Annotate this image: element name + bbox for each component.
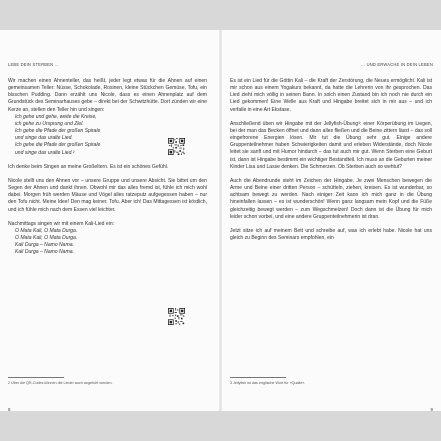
page-number: 8 [8, 407, 11, 412]
song-line: Ich gehe die Pfade der großen Spirale [15, 128, 101, 135]
song-line: O Mata Kali, O Mata Durga. [15, 227, 78, 234]
song-line: Ich gehe die Pfade der großen Spirale [15, 142, 101, 149]
left-page [0, 30, 219, 411]
right-page [222, 30, 441, 411]
paragraph: Nicole stellt uns den Ahnen vor – unsere Gruppe und unsere Absicht. Sie bittet um den Segen der Ahnen und dankt ihnen. Obwohl mir das alles fremd ist, fühle ich mich wohl dabei. Morgen früh werden Mäuse und Vögel alles ratzeputz aufgegessen haben – nur den Tofu nicht. Meine Idee! Den mag keiner. Tofu. Aber ich! Das Mittagessen ist köstlich, und ich fühle mich nach dem Essen viel leichter. [8, 177, 207, 213]
qr-code-icon[interactable] [168, 308, 185, 325]
footnote-divider [8, 377, 64, 378]
paragraph: Auch die Abendrunde steht im Zeichen der Hingabe. Je zwei Menschen bewegen die Arme und Beine einer dritten Person – schütteln, ziehen, kreisen. Es ist wunderbar, so achtsam bewegt zu werden. Nach einiger Zeit kann ich mich ganz in die Übung hineinfallen lassen – es ist wunderschön! Wenn ganz langsam mein Kopf und die Füße gleichzeitig bewegt werden – zum Wegschmelzen! Doch dann ist die Übung für mich leider schon vorbei, und eine andere Gruppenteilnehmerin ist dran. [230, 177, 432, 220]
song-line: ich gehe zu Ursprung und Ziel. [15, 120, 84, 127]
song-line: Kali Durga – Namo Nama. [15, 249, 74, 256]
footnote: 2 Über die QR-Codes können die Lieder auch angehört werden. [8, 381, 113, 385]
left-text-block [8, 78, 207, 256]
paragraph: Nachmittags singen wir mit einem Kali-Lied ein: [8, 220, 115, 227]
running-head-right: … UND ERWACHE IN DEIN LEBEN [360, 62, 433, 67]
paragraph: Ich denke beim Singen an meine Großeltern. Es ist ein schönes Gefühl. [8, 163, 169, 170]
song-line: O Mata Kali, O Mata Durga. [15, 234, 78, 241]
song-line: Ich gehe und gehe, weite die Kreise, [15, 113, 97, 120]
page-number: 9 [430, 407, 433, 412]
song-line: und singe das uralte Lied. [15, 135, 73, 142]
paragraph: Wir machen einen Ahnenteller, das heißt, jeder legt etwas für die Ahnen auf einen gemeinsamen Teller: Nüsse, Schokolade, Rosinen, kleine Stückchen Gemüse, Tofu, ein bisschen Pudding. Dann erzählt uns Nicole, dass es einen Ahnenplatz auf dem Grundstück des Seminarhauses gebe – direkt bei der Schwitzhütte. Dort zünden wir eine Kerze an, stellen den Teller hin und singen: [8, 78, 207, 113]
paragraph: Jetzt sitze ich auf meinem Bett und schreibe auf, was ich erlebt habe. Nicole hat uns gleich zu Beginn des Seminars empfohlen, ein [230, 227, 432, 241]
song-lyrics [8, 228, 207, 257]
qr-code-icon[interactable] [168, 138, 185, 155]
running-head-left: LEBE DEIN STERBEN … [8, 62, 59, 67]
footnote-divider [230, 377, 286, 378]
song-line: und singe das uralte Lied.² [15, 149, 75, 156]
paragraph: Es ist ein Lied für die Göttin Kali – die Kraft der Zerstörung, die Neues ermöglicht. Kali ist mir schon aus einem Yogakurs bekannt, da hatte die Lehrerin von ihr gesprochen. Das Lied zieht mich völlig in seinen Bann. In solch einen Zustand bin ich noch nie durch ein Lied gekommen! Eine Welle aus Kraft und Hingabe breitet sich in mir aus – und ich verfalle in eine Art Ekstase. [230, 78, 432, 113]
footnote: 3 Jellyfish ist das englische Wort für »Qualle«. [230, 381, 306, 385]
paragraph: Anschließend üben wir Hingabe mit der Jellyfish-Übung³: einer Körperübung im Liegen, bei der man das Becken öffnet und dann alles fließen und die Beine zittern lässt – das soll eingefrorene Energien lösen. Mir tut die Übung sehr gut. Einige andere Gruppenteilnehmer haben Schwierigkeiten damit und erleben Widerstände, doch Nicole leitet sie sanft und mit Humor hindurch – das tut auch mir gut. Wenn Sterben eine Geburt ist, dann ist Hingabe bestimmt ein wichtiger Bestandteil. Ich muss an die Geburten meiner Kinder Lisa und Lasse denken. Die Schmerzen. Ob Sterben auch so wehtut? [230, 120, 432, 170]
song-two [8, 228, 207, 257]
right-text-block [230, 78, 432, 242]
song-line: Kali Durga – Namo Nama. [15, 242, 74, 249]
book-spread [0, 30, 441, 411]
